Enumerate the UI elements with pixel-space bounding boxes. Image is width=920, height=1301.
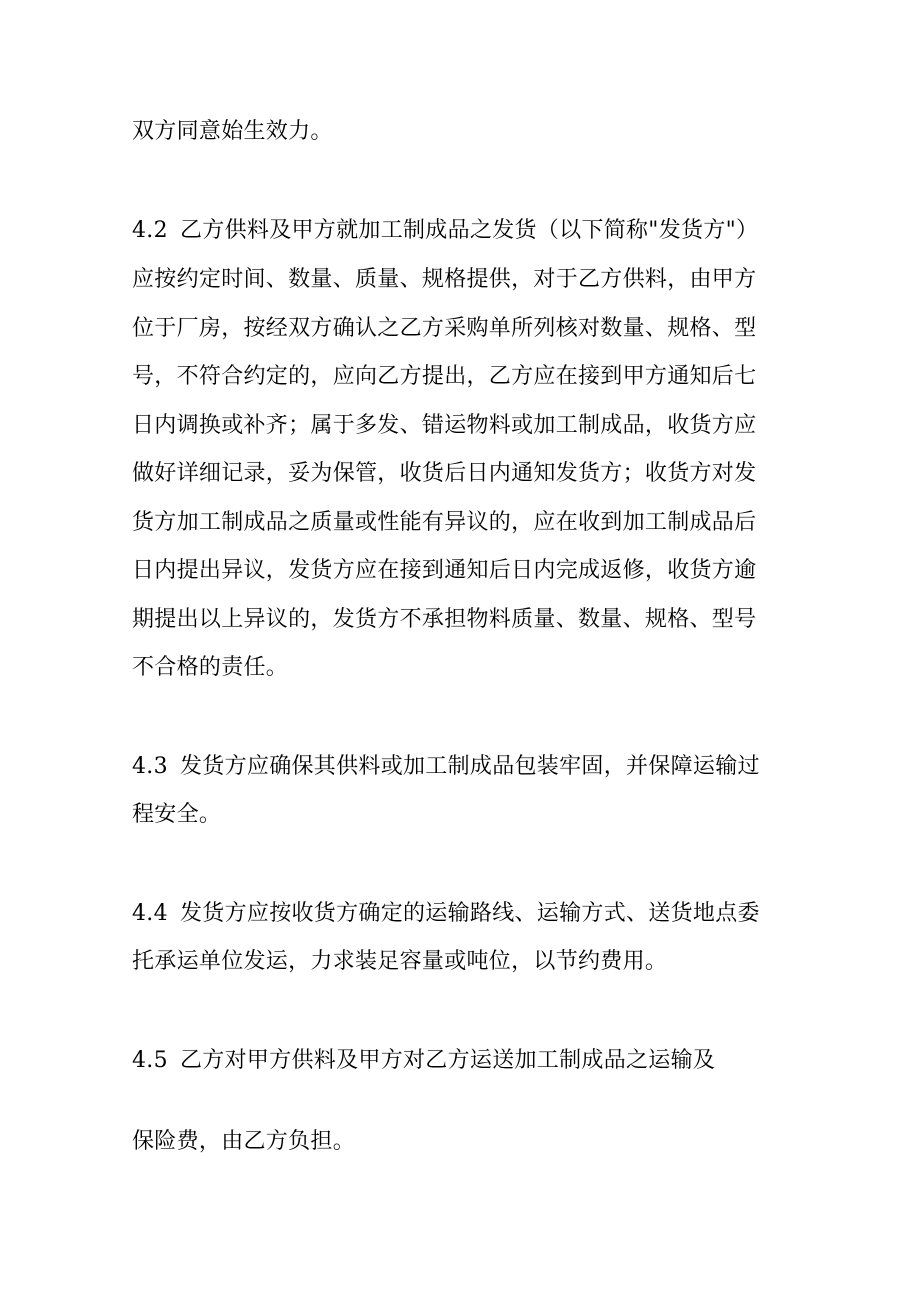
clause-4-3-line-2 [132, 800, 792, 830]
clause-text: 期提出以上异议的，发货方不承担物料质量、数量、规格、型号 [132, 607, 757, 632]
clause-4-5-line-2 [132, 1127, 792, 1157]
clause-number: 4.5 [132, 1048, 168, 1073]
clause-text: 做好详细记录，妥为保管，收货后日内通知发货方；收货方对发 [132, 461, 757, 486]
clause-text: 货方加工制成品之质量或性能有异议的，应在收到加工制成品后 [132, 510, 757, 535]
continuation-text: 双方同意始生效力。 [132, 119, 333, 144]
paragraph-continuation [132, 117, 792, 147]
clause-4-2-line-6 [132, 459, 792, 489]
clause-4-3-line-1 [132, 752, 792, 782]
clause-text: 发货方应确保其供料或加工制成品包装牢固，并保障运输过 [180, 754, 760, 779]
clause-text: 应按约定时间、数量、质量、规格提供，对于乙方供料，由甲方 [132, 267, 757, 292]
clause-4-2-line-3 [132, 314, 792, 344]
clause-text: 保险费，由乙方负担。 [132, 1129, 356, 1154]
clause-number: 4.2 [132, 218, 168, 243]
clause-4-4-line-2 [132, 947, 792, 977]
clause-text: 托承运单位发运，力求装足容量或吨位，以节约费用。 [132, 949, 668, 974]
clause-text: 发货方应按收货方确定的运输路线、运输方式、送货地点委 [180, 901, 760, 926]
clause-text: 位于厂房，按经双方确认之乙方采购单所列核对数量、规格、型 [132, 316, 757, 341]
clause-4-2-line-9 [132, 605, 792, 635]
clause-number: 4.4 [132, 901, 168, 926]
clause-4-2-line-5 [132, 411, 792, 441]
clause-4-2-line-7 [132, 508, 792, 538]
clause-4-2-line-1 [132, 216, 792, 246]
clause-4-2-line-10 [132, 653, 792, 683]
clause-4-2-line-8 [132, 556, 792, 586]
clause-4-5-line-1 [132, 1046, 792, 1076]
clause-text: 日内提出异议，发货方应在接到通知后日内完成返修，收货方逾 [132, 558, 757, 583]
clause-4-2-line-2 [132, 265, 792, 295]
clause-text: 日内调换或补齐；属于多发、错运物料或加工制成品，收货方应 [132, 413, 757, 438]
clause-text: 乙方对甲方供料及甲方对乙方运送加工制成品之运输及 [180, 1048, 716, 1073]
clause-text: 程安全。 [132, 802, 222, 827]
clause-4-2-line-4 [132, 362, 792, 392]
clause-text: 号，不符合约定的，应向乙方提出，乙方应在接到甲方通知后七 [132, 364, 757, 389]
clause-text: 乙方供料及甲方就加工制成品之发货（以下简称"发货方"） [180, 218, 759, 243]
clause-text: 不合格的责任。 [132, 655, 289, 680]
clause-4-4-line-1 [132, 899, 792, 929]
clause-number: 4.3 [132, 754, 168, 779]
